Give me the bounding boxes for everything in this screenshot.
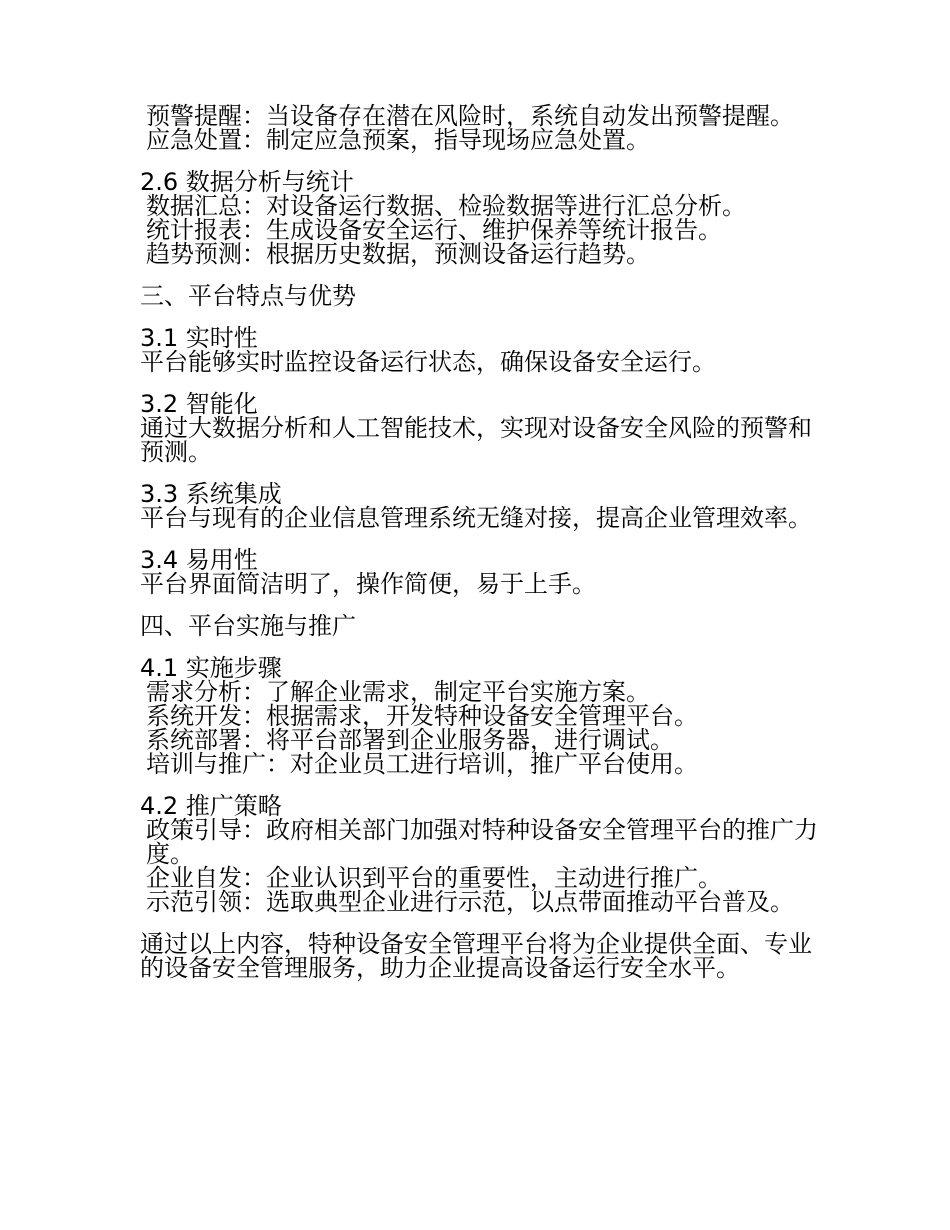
- heading-3-2: 3.2 智能化: [140, 390, 258, 418]
- bullet-enterprise-initiative: 企业自发：企业认识到平台的重要性，主动进行推广。: [146, 864, 722, 892]
- heading-3-1: 3.1 实时性: [140, 324, 258, 352]
- closing-paragraph: 通过以上内容，特种设备安全管理平台将为企业提供全面、专业的设备安全管理服务，助力企业提高设备运行安全水平。: [140, 930, 812, 982]
- paragraph-3-2: 通过大数据分析和人工智能技术，实现对设备安全风险的预警和预测。: [140, 414, 812, 466]
- bullet-demonstration-lead: 示范引领：选取典型企业进行示范，以点带面推动平台普及。: [146, 888, 794, 916]
- heading-4-2: 4.2 推广策略: [140, 792, 282, 820]
- paragraph-3-1: 平台能够实时监控设备运行状态，确保设备安全运行。: [140, 348, 716, 376]
- bullet-system-deployment: 系统部署：将平台部署到企业服务器，进行调试。: [146, 726, 674, 754]
- paragraph-3-3: 平台与现有的企业信息管理系统无缝对接，提高企业管理效率。: [140, 504, 812, 532]
- heading-2-6: 2.6 数据分析与统计: [140, 168, 354, 196]
- document-body: [140, 104, 830, 980]
- bullet-trend-prediction: 趋势预测：根据历史数据，预测设备运行趋势。: [146, 240, 650, 268]
- bullet-policy-guidance: 政策引导：政府相关部门加强对特种设备安全管理平台的推广力度。: [146, 816, 818, 868]
- bullet-warning-alert: 预警提醒：当设备存在潜在风险时，系统自动发出预警提醒。: [146, 102, 794, 130]
- heading-section-4: 四、平台实施与推广: [140, 612, 356, 640]
- heading-section-3: 三、平台特点与优势: [140, 282, 356, 310]
- bullet-system-development: 系统开发：根据需求，开发特种设备安全管理平台。: [146, 702, 698, 730]
- bullet-statistics-report: 统计报表：生成设备安全运行、维护保养等统计报告。: [146, 216, 722, 244]
- bullet-emergency-response: 应急处置：制定应急预案，指导现场应急处置。: [146, 126, 650, 154]
- bullet-training-promotion: 培训与推广：对企业员工进行培训，推广平台使用。: [146, 750, 698, 778]
- heading-3-4: 3.4 易用性: [140, 546, 258, 574]
- paragraph-3-4: 平台界面简洁明了，操作简便，易于上手。: [140, 570, 596, 598]
- heading-4-1: 4.1 实施步骤: [140, 654, 282, 682]
- bullet-data-summary: 数据汇总：对设备运行数据、检验数据等进行汇总分析。: [146, 192, 746, 220]
- heading-3-3: 3.3 系统集成: [140, 480, 282, 508]
- bullet-requirement-analysis: 需求分析：了解企业需求，制定平台实施方案。: [146, 678, 650, 706]
